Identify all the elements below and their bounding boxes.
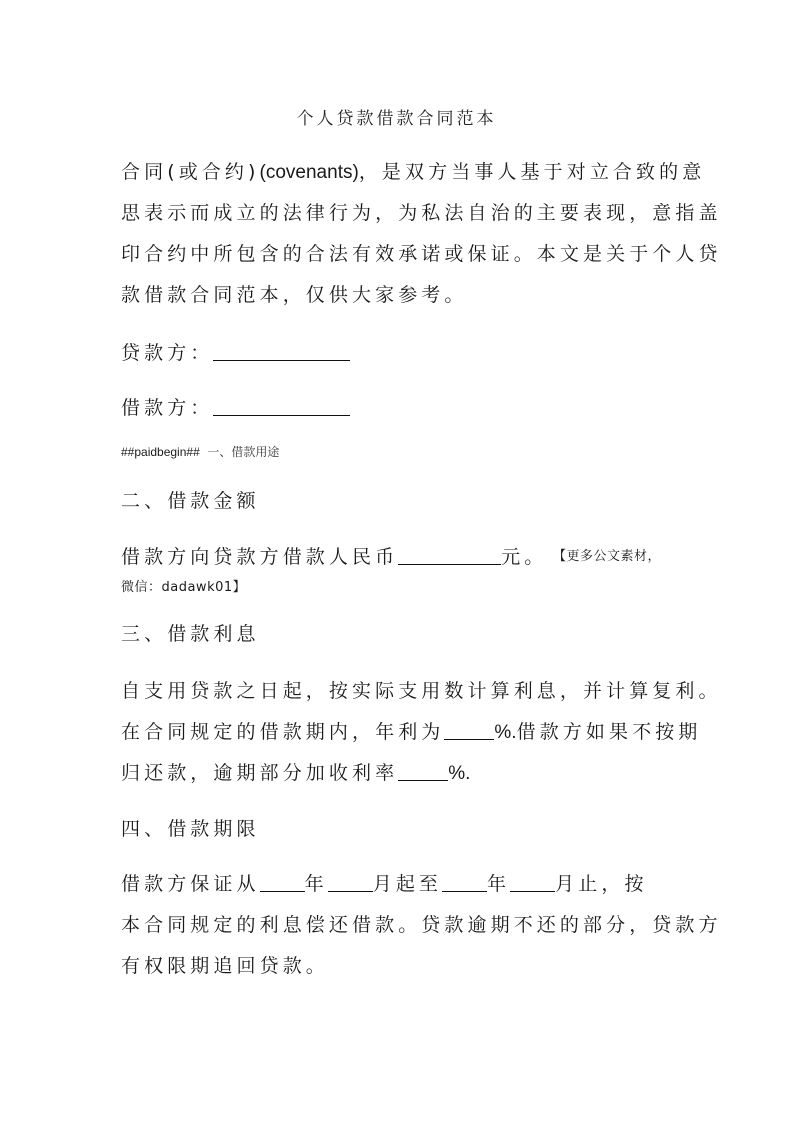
intro-text: ，是双方当事人基于对立合致的意 [358,161,706,183]
amount-blank[interactable] [398,546,501,565]
annual-rate-blank[interactable] [444,721,494,740]
paid-marker: ##paidbegin## [121,445,200,459]
year-label: 年 [487,873,511,895]
year-label: 年 [304,873,328,895]
month-to-label: 月止，按 [555,873,648,895]
interest-line-1: 自支用贷款之日起，按实际支用数计算利息，并计算复利。 [121,680,722,702]
month-from-label: 月起至 [372,873,443,895]
intro-line-4: 款借款合同范本，仅供大家参考。 [121,284,468,306]
intro-line-2: 思表示而成立的法律行为，为私法自治的主要表现，意指盖 [121,202,722,224]
percent-sign: %. [494,722,517,743]
section-3-heading: 三、借款利息 [121,623,260,645]
intro-line-3: 印合约中所包含的合法有效承诺或保证。本文是关于个人贷 [121,243,722,265]
percent-sign: %. [448,763,471,784]
interest-text: 归还款，逾期部分加收利率 [121,762,399,784]
intro-line-1 [121,160,705,185]
borrower-field [121,396,350,420]
amount-line [121,545,547,569]
term-line-1 [121,872,648,896]
amount-text: 借款方向贷款方借款人民币 [121,546,399,568]
end-year-blank[interactable] [442,873,487,892]
term-line-2: 本合同规定的利息偿还借款。贷款逾期不还的部分，贷款方 [121,914,722,936]
interest-line-3 [121,761,470,786]
start-year-blank[interactable] [260,873,305,892]
interest-text: 在合同规定的借款期内，年利为 [121,721,445,743]
section-2-heading: 二、借款金额 [121,490,260,512]
term-line-3: 有权限期追回贷款。 [121,955,329,977]
intro-text: 合同(或合约) [121,161,260,183]
start-month-blank[interactable] [328,873,373,892]
overdue-rate-blank[interactable] [398,762,448,781]
amount-suffix: 元。 [501,546,548,568]
promo-note-a: 【更多公文素材， [553,549,662,564]
promo-note-b: 微信：dadawk01】 [121,580,247,595]
intro-latin: (covenants) [259,162,359,183]
lender-field [121,341,350,365]
borrower-blank[interactable] [213,397,350,416]
term-text: 借款方保证从 [121,873,260,895]
interest-line-2 [121,720,701,745]
interest-text: 借款方如果不按期 [516,721,702,743]
document-title: 个人贷款借款合同范本 [296,109,497,129]
lender-label: 贷款方： [121,342,214,364]
lender-blank[interactable] [213,342,350,361]
section-4-heading: 四、借款期限 [121,818,260,840]
end-month-blank[interactable] [510,873,555,892]
borrower-label: 借款方： [121,397,214,419]
section-1-line [121,444,279,460]
section-1-heading: 一、借款用途 [207,445,280,459]
